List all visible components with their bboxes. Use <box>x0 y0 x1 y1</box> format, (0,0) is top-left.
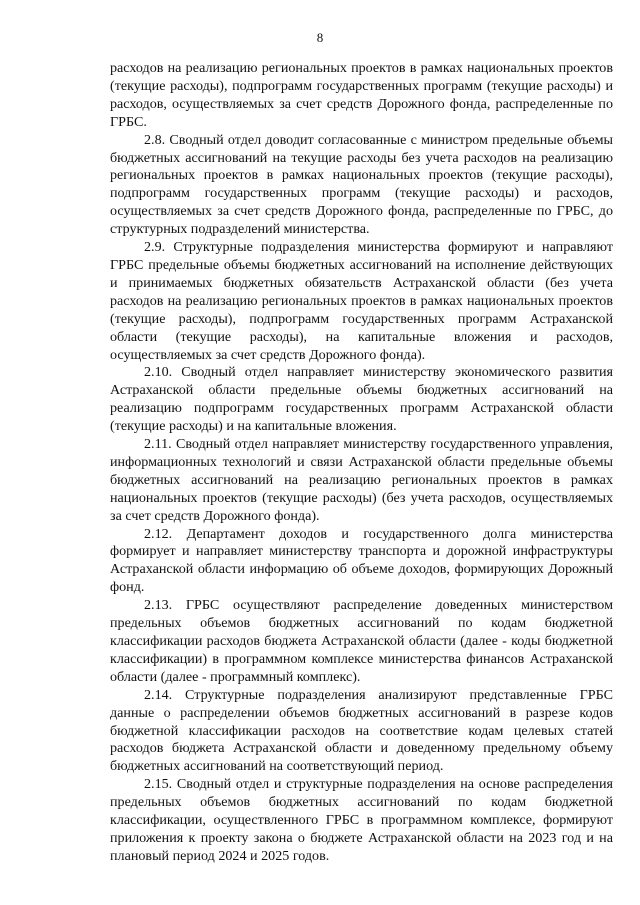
paragraph-2-8: 2.8. Сводный отдел доводит согласованные с министром предельные объемы бюджетных ассигнований на текущие расходы без учета расходов на реализацию региональных проектов в рамках национальных проектов (текущие расходы), подпрограмм государственных программ (текущие расходы) и расходов, осуществляемых за счет средств Дорожного фонда, распределенные по ГРБС, до структурных подразделений министерства. <box>110 131 613 238</box>
paragraph-2-12: 2.12. Департамент доходов и государственного долга министерства формирует и направляет министерству транспорта и дорожной инфраструктуры Астраханской области информацию об объеме доходов, формирующих Дорожный фонд. <box>110 525 613 596</box>
paragraph-2-11: 2.11. Сводный отдел направляет министерству государственного управления, информационных технологий и связи Астраханской области предельные объемы бюджетных ассигнований на реализацию региональных проектов в рамках национальных проектов (текущие расходы) (без учета расходов, осуществляемых за счет средств Дорожного фонда). <box>110 436 613 524</box>
paragraph-2-10: 2.10. Сводный отдел направляет министерству экономического развития Астраханской области предельные объемы бюджетных ассигнований на реализацию подпрограмм государственных программ Астраханской области (текущие расходы) и на капитальные вложения. <box>110 364 613 435</box>
paragraph-2-14: 2.14. Структурные подразделения анализируют представленные ГРБС данные о распределении объемов бюджетных ассигнований в разрезе кодов бюджетной классификации расходов на соответствие кодам целевых статей расходов бюджета Астраханской области и доведенному предельному объему бюджетных ассигнований на соответствующий период. <box>110 686 613 775</box>
page-number: 8 <box>316 30 324 45</box>
paragraph-2-15: 2.15. Сводный отдел и структурные подразделения на основе распределения предельных объемов бюджетных ассигнований по кодам бюджетной классификации, осуществленного ГРБС в программном комплексе, формируют приложения к проекту закона о бюджете Астраханской области на 2023 год и на плановый период 2024 и 2025 годов. <box>110 776 613 864</box>
paragraph-2-13: 2.13. ГРБС осуществляют распределение доведенных министерством предельных объемов бюджетных ассигнований по кодам бюджетной классификации расходов бюджета Астраханской области (далее - коды бюджетной классификации) в программном комплексе министерства финансов Астраханской области (далее - программный комплекс). <box>110 597 613 685</box>
paragraph-continuation: расходов на реализацию региональных проектов в рамках национальных проектов (текущие расходы), подпрограмм государственных программ (текущие расходы) и расходов, осуществляемых за счет средств Дорожного фонда, распределенные по ГРБС. <box>110 60 613 130</box>
document-body <box>110 60 613 866</box>
paragraph-2-9: 2.9. Структурные подразделения министерства формируют и направляют ГРБС предельные объемы бюджетных ассигнований на исполнение действующих и принимаемых бюджетных обязательств Астраханской области (без учета расходов на реализацию региональных проектов в рамках национальных проектов (текущие расходы), подпрограмм государственных программ Астраханской области (текущие расходы), на капитальные вложения и расходов, осуществляемых за счет средств Дорожного фонда). <box>110 239 613 363</box>
